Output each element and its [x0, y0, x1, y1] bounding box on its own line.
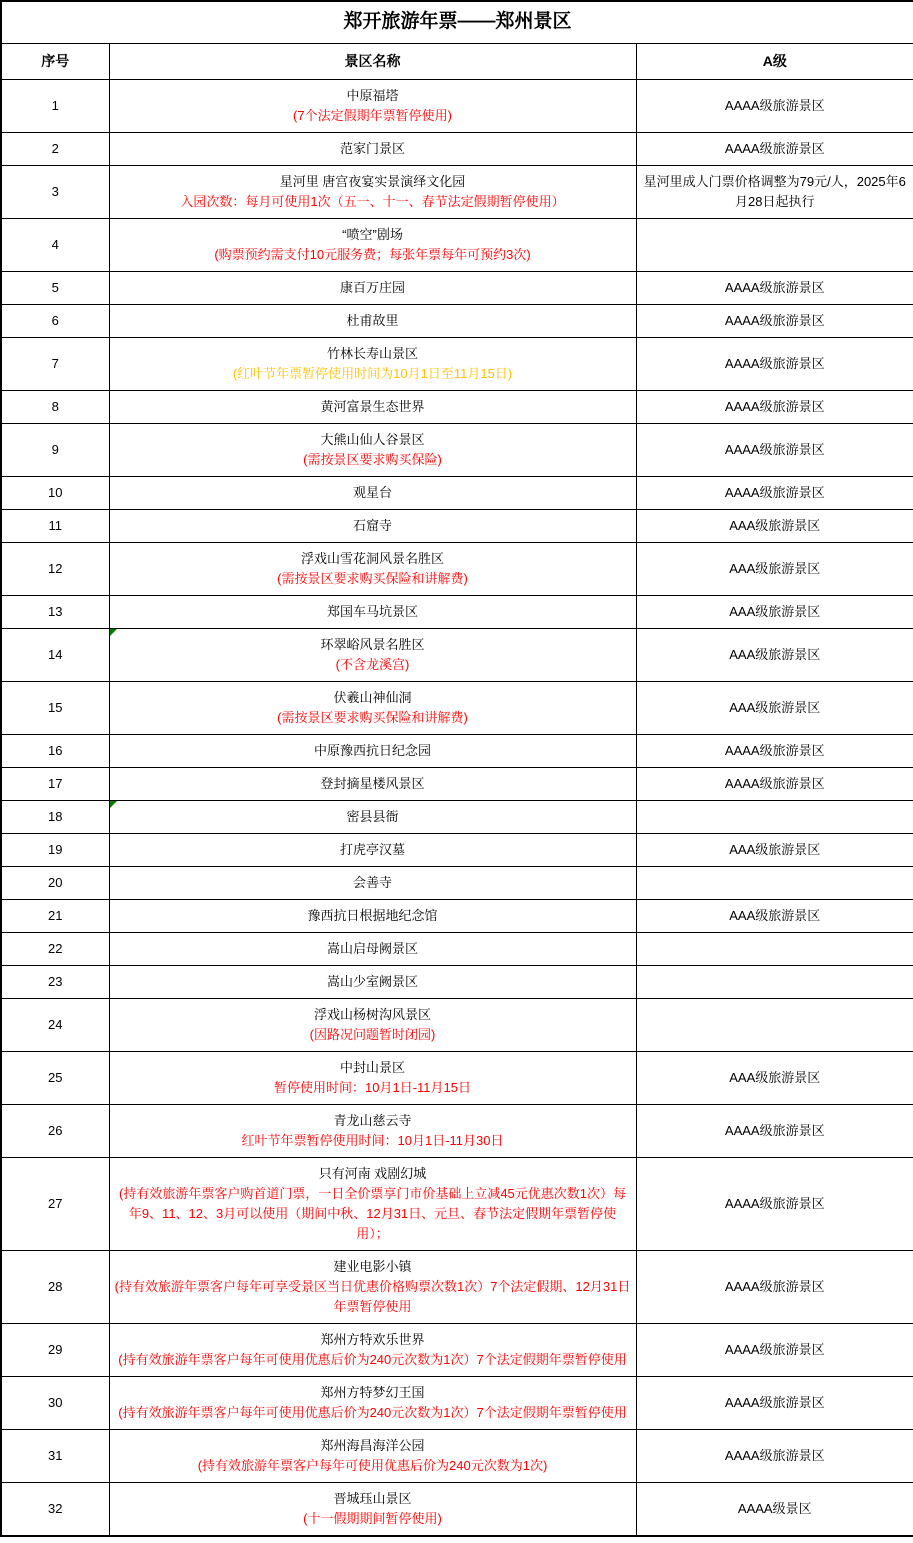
row-number: 2	[1, 132, 109, 165]
scenic-note: (需按景区要求购买保险和讲解费)	[277, 570, 468, 586]
scenic-name: 密县县衙	[346, 808, 399, 824]
scenic-name-cell	[109, 1323, 636, 1376]
row-number: 29	[1, 1323, 109, 1376]
row-number: 9	[1, 423, 109, 476]
scenic-name-cell	[109, 1376, 636, 1429]
scenic-name: 登封摘星楼风景区	[320, 775, 425, 791]
level-cell: AAAA级旅游景区	[636, 79, 913, 132]
scenic-name: 浮戏山雪花洞风景名胜区	[300, 550, 444, 566]
scenic-name: 郑国车马坑景区	[326, 603, 418, 619]
table-row	[1, 476, 913, 509]
scenic-name-cell	[109, 628, 636, 681]
level-cell: AAA级旅游景区	[636, 628, 913, 681]
table-row	[1, 271, 913, 304]
level-cell: AAAA级旅游景区	[636, 132, 913, 165]
scenic-name-cell	[109, 998, 636, 1051]
table-row	[1, 767, 913, 800]
row-number: 7	[1, 337, 109, 390]
scenic-name-cell	[109, 866, 636, 899]
level-cell: AAAA级旅游景区	[636, 271, 913, 304]
table-row	[1, 1482, 913, 1536]
scenic-name-cell	[109, 767, 636, 800]
table-row	[1, 337, 913, 390]
scenic-note: (持有效旅游年票客户每年可使用优惠后价为240元次数为1次）7个法定假期年票暂停使用	[118, 1404, 627, 1420]
table-row	[1, 833, 913, 866]
row-number: 27	[1, 1157, 109, 1250]
level-cell	[636, 932, 913, 965]
row-number: 20	[1, 866, 109, 899]
row-number: 18	[1, 800, 109, 833]
col-header-index: 序号	[1, 43, 109, 79]
scenic-note: (红叶节年票暂停使用时间为10月1日至11月15日)	[232, 365, 513, 381]
row-number: 11	[1, 509, 109, 542]
scenic-name: 郑州海昌海洋公园	[320, 1437, 425, 1453]
scenic-name: 康百万庄园	[339, 279, 405, 295]
level-cell	[636, 965, 913, 998]
scenic-name-cell	[109, 1104, 636, 1157]
scenic-name-cell	[109, 965, 636, 998]
scenic-name: 中原福塔	[346, 87, 399, 103]
scenic-note: (不含龙溪宫)	[335, 656, 410, 672]
scenic-name-cell	[109, 833, 636, 866]
level-cell: AAA级旅游景区	[636, 681, 913, 734]
scenic-name: 会善寺	[352, 874, 392, 890]
level-cell	[636, 800, 913, 833]
scenic-name: 青龙山慈云寺	[333, 1112, 412, 1128]
scenic-name: 郑州方特梦幻王国	[320, 1384, 425, 1400]
row-number: 32	[1, 1482, 109, 1536]
scenic-name-cell	[109, 1051, 636, 1104]
scenic-name: 大熊山仙人谷景区	[320, 431, 425, 447]
row-number: 14	[1, 628, 109, 681]
scenic-name: “喷空”剧场	[342, 226, 403, 242]
scenic-name: 范家门景区	[339, 140, 405, 156]
scenic-note: (持有效旅游年票客户购首道门票，一日全价票享门市价基础上立减45元优惠次数1次）每年9、11、12、3月可以使用（期间中秋、12月31日、元旦、春节法定假期年票暂停使用）；	[118, 1185, 627, 1241]
scenic-note: (持有效旅游年票客户每年可使用优惠后价为240元次数为1次）7个法定假期年票暂停使用	[118, 1351, 627, 1367]
scenic-note: (购票预约需支付10元服务费；每张年票每年可预约3次)	[214, 246, 531, 262]
scenic-note: 暂停使用时间：10月1日-11月15日	[274, 1079, 471, 1095]
level-cell: AAA级旅游景区	[636, 542, 913, 595]
scenic-note: (需按景区要求购买保险)	[303, 451, 442, 467]
table-row	[1, 681, 913, 734]
level-cell: AAA级旅游景区	[636, 899, 913, 932]
scenic-name: 只有河南 戏剧幻城	[318, 1165, 427, 1181]
scenic-name-cell	[109, 542, 636, 595]
scenic-name-cell	[109, 271, 636, 304]
scenic-name: 嵩山启母阙景区	[326, 940, 418, 956]
level-cell: AAAA级旅游景区	[636, 1157, 913, 1250]
scenic-name-cell	[109, 79, 636, 132]
scenic-note: (持有效旅游年票客户每年可使用优惠后价为240元次数为1次)	[197, 1457, 548, 1473]
level-cell	[636, 866, 913, 899]
table-row	[1, 423, 913, 476]
level-cell: AAAA级景区	[636, 1482, 913, 1536]
table-row	[1, 1104, 913, 1157]
level-cell: AAAA级旅游景区	[636, 1376, 913, 1429]
scenic-note: (7个法定假期年票暂停使用)	[293, 107, 452, 123]
scenic-name-cell	[109, 509, 636, 542]
table-row	[1, 390, 913, 423]
level-cell: AAAA级旅游景区	[636, 476, 913, 509]
scenic-name-cell	[109, 1482, 636, 1536]
scenic-name-cell	[109, 800, 636, 833]
row-number: 30	[1, 1376, 109, 1429]
scenic-name-cell	[109, 1157, 636, 1250]
row-number: 13	[1, 595, 109, 628]
row-number: 16	[1, 734, 109, 767]
level-cell: 星河里成人门票价格调整为79元/人，2025年6月28日起执行	[636, 165, 913, 218]
scenic-name: 星河里 唐宫夜宴实景演绎文化园	[279, 173, 466, 189]
title-row	[1, 1, 913, 43]
level-cell: AAAA级旅游景区	[636, 734, 913, 767]
row-number: 5	[1, 271, 109, 304]
level-cell: AAAA级旅游景区	[636, 337, 913, 390]
comment-marker-icon	[110, 629, 117, 636]
row-number: 8	[1, 390, 109, 423]
row-number: 28	[1, 1250, 109, 1323]
level-cell: AAA级旅游景区	[636, 595, 913, 628]
row-number: 31	[1, 1429, 109, 1482]
row-number: 25	[1, 1051, 109, 1104]
scenic-note: (需按景区要求购买保险和讲解费)	[277, 709, 468, 725]
level-cell	[636, 998, 913, 1051]
scenic-name: 中原豫西抗日纪念园	[313, 742, 431, 758]
row-number: 10	[1, 476, 109, 509]
table-row	[1, 218, 913, 271]
table-row	[1, 1157, 913, 1250]
level-cell: AAAA级旅游景区	[636, 1429, 913, 1482]
row-number: 22	[1, 932, 109, 965]
level-cell: AAAA级旅游景区	[636, 767, 913, 800]
scenic-name-cell	[109, 595, 636, 628]
table-row	[1, 79, 913, 132]
scenic-name: 中封山景区	[339, 1059, 405, 1075]
row-number: 15	[1, 681, 109, 734]
table-row	[1, 304, 913, 337]
page-title: 郑开旅游年票——郑州景区	[1, 1, 913, 43]
table-row	[1, 628, 913, 681]
scenic-name: 建业电影小镇	[333, 1258, 412, 1274]
scenic-name: 郑州方特欢乐世界	[320, 1331, 425, 1347]
scenic-name-cell	[109, 423, 636, 476]
row-number: 1	[1, 79, 109, 132]
table-row	[1, 899, 913, 932]
level-cell: AAAA级旅游景区	[636, 1323, 913, 1376]
row-number: 6	[1, 304, 109, 337]
scenic-name-cell	[109, 734, 636, 767]
scenic-name: 杜甫故里	[346, 312, 399, 328]
level-cell: AAA级旅游景区	[636, 1051, 913, 1104]
table-row	[1, 998, 913, 1051]
row-number: 17	[1, 767, 109, 800]
scenic-name-cell	[109, 899, 636, 932]
table-row	[1, 509, 913, 542]
scenic-note: (十一假期期间暂停使用)	[303, 1510, 442, 1526]
table-body	[1, 79, 913, 1536]
level-cell: AAA级旅游景区	[636, 509, 913, 542]
scenic-name-cell	[109, 1429, 636, 1482]
scenic-name: 浮戏山杨树沟风景区	[313, 1006, 431, 1022]
scenic-name-cell	[109, 337, 636, 390]
scenic-name-cell	[109, 132, 636, 165]
scenic-name-cell	[109, 304, 636, 337]
row-number: 19	[1, 833, 109, 866]
table-row	[1, 932, 913, 965]
scenic-name-cell	[109, 218, 636, 271]
table-row	[1, 542, 913, 595]
table-row	[1, 1323, 913, 1376]
level-cell	[636, 218, 913, 271]
scenic-name: 石窟寺	[352, 517, 392, 533]
scenic-name-cell	[109, 932, 636, 965]
scenic-note: 红叶节年票暂停使用时间：10月1日-11月30日	[241, 1132, 504, 1148]
scenic-name-cell	[109, 390, 636, 423]
scenic-name: 打虎亭汉墓	[339, 841, 405, 857]
row-number: 23	[1, 965, 109, 998]
scenic-note: (因路况问题暂时闭园)	[309, 1026, 436, 1042]
table-row	[1, 165, 913, 218]
table-row	[1, 734, 913, 767]
table-row	[1, 965, 913, 998]
table-row	[1, 132, 913, 165]
header-row	[1, 43, 913, 79]
col-header-name: 景区名称	[109, 43, 636, 79]
table-row	[1, 595, 913, 628]
table-row	[1, 1376, 913, 1429]
scenic-name: 嵩山少室阙景区	[326, 973, 418, 989]
level-cell: AAA级旅游景区	[636, 833, 913, 866]
scenic-name-cell	[109, 1250, 636, 1323]
scenic-name-cell	[109, 681, 636, 734]
row-number: 4	[1, 218, 109, 271]
level-cell: AAAA级旅游景区	[636, 390, 913, 423]
row-number: 21	[1, 899, 109, 932]
scenic-name-cell	[109, 165, 636, 218]
scenic-name: 豫西抗日根据地纪念馆	[307, 907, 438, 923]
row-number: 3	[1, 165, 109, 218]
scenic-name: 黄河富景生态世界	[320, 398, 425, 414]
scenic-name: 伏羲山神仙洞	[333, 689, 412, 705]
level-cell: AAAA级旅游景区	[636, 1250, 913, 1323]
row-number: 26	[1, 1104, 109, 1157]
table-row	[1, 1051, 913, 1104]
scenic-name-cell	[109, 476, 636, 509]
scenic-note: (持有效旅游年票客户每年可享受景区当日优惠价格购票次数1次）7个法定假期、12月31日年票暂停使用	[114, 1278, 631, 1314]
scenic-name: 竹林长寿山景区	[326, 345, 418, 361]
scenic-name: 观星台	[352, 484, 392, 500]
table-row	[1, 1429, 913, 1482]
scenic-note: 入园次数：每月可使用1次（五一、十一、春节法定假期暂停使用）	[180, 193, 565, 209]
table-row	[1, 1250, 913, 1323]
comment-marker-icon	[110, 801, 117, 808]
level-cell: AAAA级旅游景区	[636, 304, 913, 337]
level-cell: AAAA级旅游景区	[636, 1104, 913, 1157]
table-row	[1, 866, 913, 899]
col-header-level: A级	[636, 43, 913, 79]
scenic-name: 环翠峪风景名胜区	[320, 636, 425, 652]
level-cell: AAAA级旅游景区	[636, 423, 913, 476]
row-number: 12	[1, 542, 109, 595]
row-number: 24	[1, 998, 109, 1051]
scenic-name: 晋城珏山景区	[333, 1490, 412, 1506]
table-row	[1, 800, 913, 833]
